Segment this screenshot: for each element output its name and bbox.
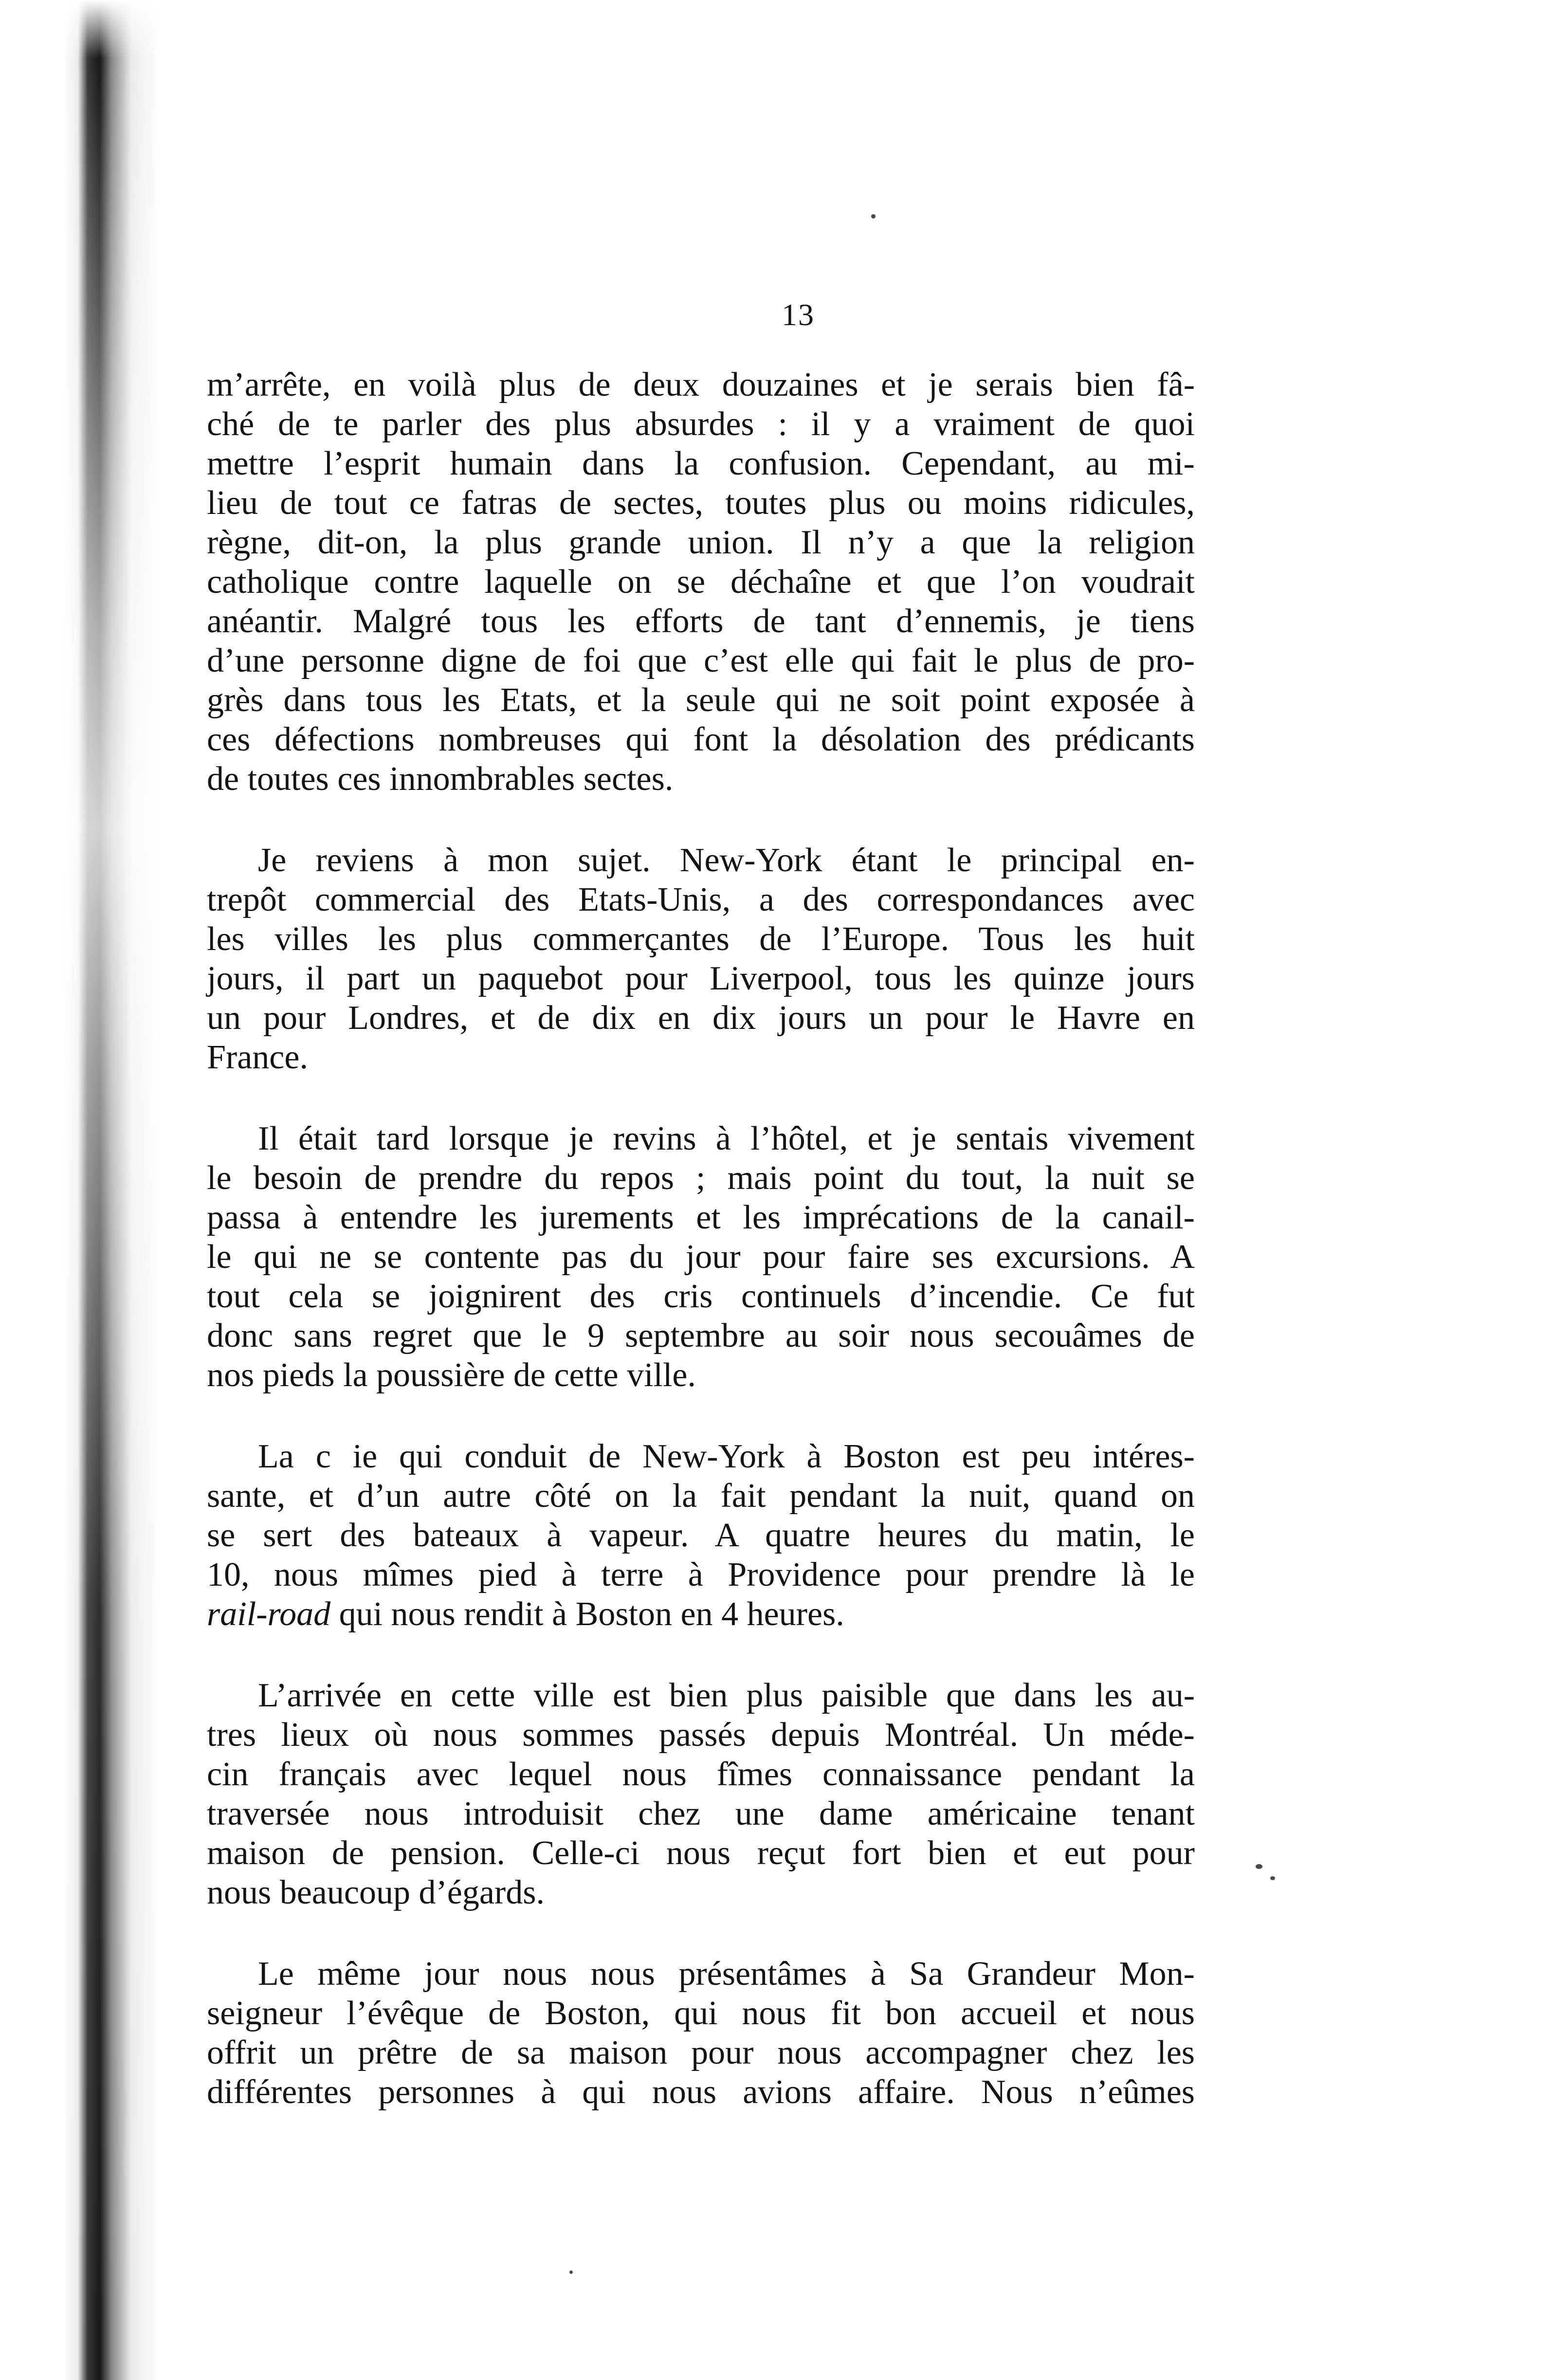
text-line: grès dans tous les Etats, et la seule qui ne soit point exposée à (207, 681, 1195, 719)
text-line: anéantir. Malgré tous les efforts de tant d’ennemis, je tiens (207, 603, 1195, 640)
text-line: ché de te parler des plus absurdes : il y a vraiment de quoi (207, 405, 1195, 443)
text-line: un pour Londres, et de dix en dix jours un pour le Havre en (207, 999, 1195, 1037)
scan-speck (871, 214, 876, 219)
scan-speck (1256, 1864, 1262, 1869)
page-number: 13 (782, 297, 815, 332)
text-line: m’arrête, en voilà plus de deux douzaines et je serais bien fâ- (207, 366, 1195, 403)
text-line: se sert des bateaux à vapeur. A quatre heures du matin, le (207, 1517, 1195, 1554)
text-line: ces défections nombreuses qui font la désolation des prédicants (207, 721, 1195, 758)
text-line: trepôt commercial des Etats-Unis, a des correspondances avec (207, 881, 1195, 918)
binding-shadow (0, 0, 161, 2380)
scan-speck (1270, 1876, 1275, 1880)
paragraph (207, 1437, 1195, 1634)
text-line: le qui ne se contente pas du jour pour faire ses excursions. A (207, 1238, 1195, 1276)
text-line: offrit un prêtre de sa maison pour nous accompagner chez les (207, 2034, 1195, 2071)
text-line: cin français avec lequel nous fîmes connaissance pendant la (207, 1756, 1195, 1793)
text-line: de toutes ces innombrables sectes. (207, 760, 674, 798)
text-line: lieu de tout ce fatras de sectes, toutes plus ou moins ridicules, (207, 484, 1195, 522)
text-line: passa à entendre les jurements et les imprécations de la canail- (207, 1199, 1195, 1236)
text-line: La c ie qui conduit de New-York à Boston est peu intéres- (258, 1438, 1195, 1475)
text-line: mettre l’esprit humain dans la confusion. Cependant, au mi- (207, 445, 1195, 482)
italic-term: rail-road (207, 1595, 331, 1633)
text-line: tres lieux où nous sommes passés depuis Montréal. Un méde- (207, 1716, 1195, 1754)
text-line (207, 1594, 1195, 1634)
text-line: les villes les plus commerçantes de l’Europe. Tous les huit (207, 920, 1195, 958)
text-line: Je reviens à mon sujet. New-York étant le principal en- (258, 842, 1195, 879)
text-line: règne, dit-on, la plus grande union. Il n’y a que la religion (207, 524, 1195, 561)
text-line: 10, nous mîmes pied à terre à Providence pour prendre là le (207, 1556, 1195, 1593)
paragraph (207, 365, 1195, 799)
text-line: Le même jour nous nous présentâmes à Sa Grandeur Mon- (258, 1955, 1195, 1993)
text-line: sante, et d’un autre côté on la fait pendant la nuit, quand on (207, 1477, 1195, 1515)
text-line: jours, il part un paquebot pour Liverpool, tous les quinze jours (207, 960, 1195, 997)
scan-speck (569, 2270, 573, 2274)
text-line: traversée nous introduisit chez une dame américaine tenant (207, 1795, 1195, 1832)
text-line: L’arrivée en cette ville est bien plus paisible que dans les au- (258, 1677, 1195, 1714)
text-run: qui nous rendit à Boston en 4 heures. (330, 1595, 844, 1633)
paragraph (207, 1676, 1195, 1912)
paragraph (207, 1954, 1195, 2112)
text-line: France. (207, 1039, 308, 1076)
text-line: seigneur l’évêque de Boston, qui nous fit bon accueil et nous (207, 1995, 1195, 2032)
text-line: catholique contre laquelle on se déchaîne et que l’on voudrait (207, 563, 1195, 601)
text-line: maison de pension. Celle-ci nous reçut fort bien et eut pour (207, 1834, 1195, 1872)
text-line: le besoin de prendre du repos ; mais point du tout, la nuit se (207, 1159, 1195, 1197)
text-line: tout cela se joignirent des cris continuels d’incendie. Ce fut (207, 1278, 1195, 1315)
text-line: donc sans regret que le 9 septembre au soir nous secouâmes de (207, 1317, 1195, 1355)
body-text (207, 365, 1195, 2112)
text-line: différentes personnes à qui nous avions affaire. Nous n’eûmes (207, 2073, 1195, 2111)
text-line: d’une personne digne de foi que c’est elle qui fait le plus de pro- (207, 642, 1195, 679)
text-line: nous beaucoup d’égards. (207, 1874, 545, 1911)
paragraph (207, 1119, 1195, 1395)
paragraph (207, 841, 1195, 1077)
text-line: Il était tard lorsque je revins à l’hôtel, et je sentais vivement (258, 1120, 1195, 1157)
text-line: nos pieds la poussière de cette ville. (207, 1356, 696, 1394)
